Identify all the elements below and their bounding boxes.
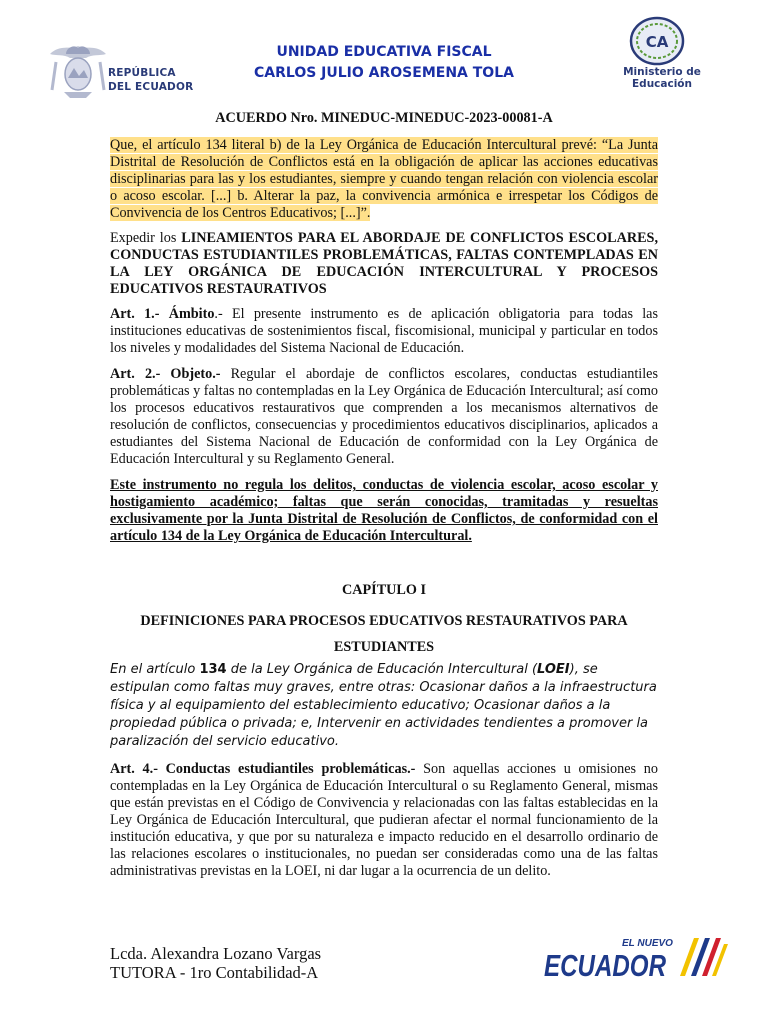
republica-ecuador-logo (46, 40, 196, 100)
loei-paragraph (110, 661, 658, 751)
loei-part3: ), se estipulan como faltas muy graves, entre otras: Ocasionar daños a la infraestructura física y al equipamiento del establecimiento educativo; Ocasionar daños a la propiedad pública o privada; e, Intervenir en actividades tendientes a promover la paralización del servicio educativo. (110, 662, 657, 749)
article-1-text: .- El presente instrumento es de aplicación obligatoria para todas las instituciones educativas de sostenimientos fiscal, fiscomisional, municipal y particular en todos los niveles y modalidades del Sistema Nacional de Educación. (110, 306, 658, 356)
quote-paragraph (110, 137, 658, 222)
coat-of-arms-icon (46, 40, 110, 100)
tutor-name: Lcda. Alexandra Lozano Vargas (110, 944, 322, 963)
flag-stripes-icon (680, 938, 728, 976)
loei-part1: En el artículo (110, 662, 200, 677)
chapter-heading: CAPÍTULO I (342, 582, 426, 598)
article-4 (110, 761, 658, 880)
loei-abbreviation: LOEI (537, 662, 570, 677)
loei-part2: de la Ley Orgánica de Educación Intercultural ( (226, 662, 538, 677)
ministerio-logo (592, 16, 732, 90)
article-2-text: Regular el abordaje de conflictos escolares, conductas estudiantiles problemáticas y faltas no contempladas en la Ley Orgánica de Educación Intercultural; así como los procesos educativos restaurativos que comprenden a los mecanismos alternativos de resolución de conflictos, consecuencias y procedimientos educativos disciplinarios, aplicados a estudiantes del Sistema Nacional de Educación de conformidad con la Ley Orgánica de Educación Intercultural y su Reglamento General. (110, 366, 658, 467)
article-1 (110, 306, 658, 357)
logo-big-text: ECUADOR (544, 948, 667, 980)
svg-text:CA: CA (645, 33, 669, 51)
article-2 (110, 366, 658, 468)
instrumento-paragraph: Este instrumento no regula los delitos, conductas de violencia escolar, acoso escolar y hostigamiento académico; faltas que serán conocidas, tramitadas y resueltas exclusivamente por la Junta Distrital de Resolución de Conflictos, de conformidad con el artículo 134 de la Ley Orgánica de Educación Intercultural. (110, 477, 658, 544)
article-1-label: Art. 1.- Ámbito (110, 306, 215, 322)
republica-line2: DEL ECUADOR (108, 81, 194, 93)
article-2-label: Art. 2.- Objeto.- (110, 366, 221, 382)
lineamientos-title: LINEAMIENTOS PARA EL ABORDAJE DE CONFLICTOS ESCOLARES, CONDUCTAS ESTUDIANTILES PROBLEMÁTICAS, FALTAS CONTEMPLADAS EN LA LEY ORGÁNICA DE EDUCACIÓN INTERCULTURAL Y PROCESOS EDUCATIVOS RESTAURATIVOS (110, 230, 658, 297)
signature-block (110, 944, 321, 982)
ministerio-text: Ministerio de Educación (623, 66, 701, 90)
highlighted-quote: Que, el artículo 134 literal b) de la Ley Orgánica de Educación Intercultural prevé: “La Junta Distrital de Resolución de Conflictos está en la obligación de aplicar las acciones educativas disciplinarias para las y los estudiantes, siempre y cuando tengan relación con violencia escolar o acoso escolar. [...] b. Alterar la paz, la convivencia armónica e irrespetar los Códigos de Convivencia de los Centros Educativos; [...]”. (110, 137, 658, 221)
article-4-label: Art. 4.- Conductas estudiantiles problemáticas.- (110, 761, 416, 777)
expedir-paragraph (110, 230, 658, 298)
tutor-role: TUTORA - 1ro Contabilidad-A (110, 963, 319, 982)
school-title (220, 42, 548, 84)
school-title-line1: UNIDAD EDUCATIVA FISCAL (276, 44, 492, 60)
expedir-prefix: Expedir los (110, 230, 182, 246)
article-4-text: Son aquellas acciones u omisiones no contempladas en la Ley Orgánica de Educación Intercultural o su Reglamento General, mismas que están previstas en el Código de Convivencia y relacionadas con las faltas establecidas en la Ley Orgánica de Educación Intercultural, que pudieran afectar el normal funcionamiento de la institución educativa, y que por su naturaleza e impacto reducido en el desarrollo ordinario de las relaciones escolares o institucionales, no puedan ser consideradas como una de las faltas administrativas previstas en la LOEI, ni dar lugar a la ocurrencia de un delito. (110, 761, 658, 879)
el-nuevo-ecuador-logo (544, 934, 730, 980)
acuerdo-title: ACUERDO Nro. MINEDUC-MINEDUC-2023-00081-A (215, 110, 553, 126)
loei-article-number: 134 (199, 662, 227, 677)
definitions-heading: DEFINICIONES PARA PROCESOS EDUCATIVOS RESTAURATIVOS PARA ESTUDIANTES (140, 613, 628, 655)
republica-line1: REPÚBLICA (108, 67, 176, 79)
logo-small-text: EL NUEVO (622, 938, 673, 949)
school-title-line2: CARLOS JULIO AROSEMENA TOLA (254, 65, 514, 81)
ministry-seal-icon (628, 16, 686, 66)
